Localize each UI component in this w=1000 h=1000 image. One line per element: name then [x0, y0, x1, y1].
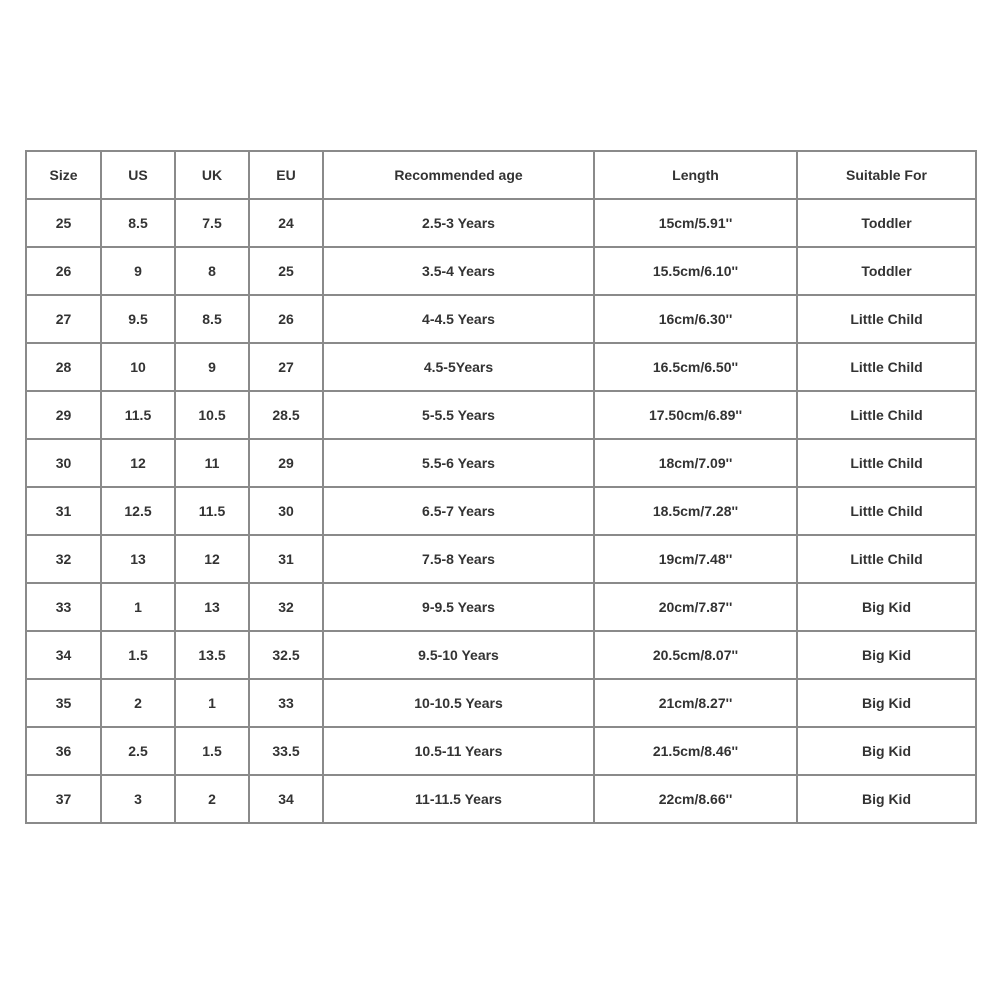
cell-us: 11.5 — [101, 391, 175, 439]
table-row — [26, 775, 976, 823]
cell-recommended-age: 9-9.5 Years — [323, 583, 594, 631]
cell-length: 17.50cm/6.89'' — [594, 391, 797, 439]
cell-us: 10 — [101, 343, 175, 391]
cell-suitable-for: Big Kid — [797, 679, 976, 727]
table-row — [26, 439, 976, 487]
cell-length: 21.5cm/8.46'' — [594, 727, 797, 775]
cell-eu: 33 — [249, 679, 323, 727]
table-row — [26, 295, 976, 343]
header-suitable-for: Suitable For — [797, 151, 976, 199]
cell-eu: 28.5 — [249, 391, 323, 439]
cell-us: 2.5 — [101, 727, 175, 775]
cell-length: 20cm/7.87'' — [594, 583, 797, 631]
cell-eu: 29 — [249, 439, 323, 487]
cell-uk: 7.5 — [175, 199, 249, 247]
table-body — [26, 199, 976, 823]
table-row — [26, 679, 976, 727]
cell-us: 8.5 — [101, 199, 175, 247]
cell-size: 28 — [26, 343, 101, 391]
header-us: US — [101, 151, 175, 199]
table-row — [26, 199, 976, 247]
cell-length: 15.5cm/6.10'' — [594, 247, 797, 295]
cell-recommended-age: 6.5-7 Years — [323, 487, 594, 535]
cell-suitable-for: Little Child — [797, 487, 976, 535]
header-size: Size — [26, 151, 101, 199]
cell-uk: 1.5 — [175, 727, 249, 775]
cell-size: 35 — [26, 679, 101, 727]
cell-size: 31 — [26, 487, 101, 535]
table-row — [26, 247, 976, 295]
cell-size: 32 — [26, 535, 101, 583]
cell-us: 12 — [101, 439, 175, 487]
cell-us: 3 — [101, 775, 175, 823]
cell-us: 9 — [101, 247, 175, 295]
cell-suitable-for: Big Kid — [797, 631, 976, 679]
cell-uk: 11.5 — [175, 487, 249, 535]
size-chart-table — [25, 150, 977, 824]
cell-length: 20.5cm/8.07'' — [594, 631, 797, 679]
cell-recommended-age: 10.5-11 Years — [323, 727, 594, 775]
cell-suitable-for: Big Kid — [797, 775, 976, 823]
cell-suitable-for: Big Kid — [797, 727, 976, 775]
cell-length: 16.5cm/6.50'' — [594, 343, 797, 391]
cell-eu: 32.5 — [249, 631, 323, 679]
cell-recommended-age: 7.5-8 Years — [323, 535, 594, 583]
table-row — [26, 727, 976, 775]
cell-uk: 10.5 — [175, 391, 249, 439]
cell-suitable-for: Little Child — [797, 391, 976, 439]
cell-length: 19cm/7.48'' — [594, 535, 797, 583]
cell-uk: 13 — [175, 583, 249, 631]
cell-uk: 12 — [175, 535, 249, 583]
table-row — [26, 343, 976, 391]
cell-us: 13 — [101, 535, 175, 583]
cell-length: 18.5cm/7.28'' — [594, 487, 797, 535]
table-row — [26, 583, 976, 631]
cell-size: 34 — [26, 631, 101, 679]
cell-suitable-for: Little Child — [797, 535, 976, 583]
cell-recommended-age: 3.5-4 Years — [323, 247, 594, 295]
cell-size: 36 — [26, 727, 101, 775]
cell-size: 29 — [26, 391, 101, 439]
cell-eu: 32 — [249, 583, 323, 631]
cell-suitable-for: Little Child — [797, 295, 976, 343]
cell-size: 26 — [26, 247, 101, 295]
cell-suitable-for: Toddler — [797, 247, 976, 295]
header-row — [26, 151, 976, 199]
cell-eu: 30 — [249, 487, 323, 535]
cell-suitable-for: Toddler — [797, 199, 976, 247]
cell-size: 37 — [26, 775, 101, 823]
header-length: Length — [594, 151, 797, 199]
cell-recommended-age: 4.5-5Years — [323, 343, 594, 391]
cell-size: 33 — [26, 583, 101, 631]
cell-us: 9.5 — [101, 295, 175, 343]
cell-us: 12.5 — [101, 487, 175, 535]
cell-us: 1 — [101, 583, 175, 631]
cell-eu: 26 — [249, 295, 323, 343]
cell-recommended-age: 10-10.5 Years — [323, 679, 594, 727]
cell-size: 27 — [26, 295, 101, 343]
table-row — [26, 631, 976, 679]
cell-uk: 13.5 — [175, 631, 249, 679]
cell-recommended-age: 2.5-3 Years — [323, 199, 594, 247]
table-row — [26, 391, 976, 439]
cell-eu: 25 — [249, 247, 323, 295]
cell-suitable-for: Big Kid — [797, 583, 976, 631]
cell-length: 22cm/8.66'' — [594, 775, 797, 823]
cell-uk: 8 — [175, 247, 249, 295]
header-eu: EU — [249, 151, 323, 199]
cell-length: 18cm/7.09'' — [594, 439, 797, 487]
cell-size: 30 — [26, 439, 101, 487]
table-row — [26, 487, 976, 535]
cell-length: 21cm/8.27'' — [594, 679, 797, 727]
cell-eu: 24 — [249, 199, 323, 247]
cell-recommended-age: 5.5-6 Years — [323, 439, 594, 487]
cell-uk: 9 — [175, 343, 249, 391]
cell-recommended-age: 5-5.5 Years — [323, 391, 594, 439]
cell-recommended-age: 11-11.5 Years — [323, 775, 594, 823]
cell-suitable-for: Little Child — [797, 343, 976, 391]
cell-eu: 27 — [249, 343, 323, 391]
header-uk: UK — [175, 151, 249, 199]
cell-uk: 1 — [175, 679, 249, 727]
cell-recommended-age: 9.5-10 Years — [323, 631, 594, 679]
cell-uk: 8.5 — [175, 295, 249, 343]
cell-us: 1.5 — [101, 631, 175, 679]
header-recommended-age: Recommended age — [323, 151, 594, 199]
cell-eu: 34 — [249, 775, 323, 823]
cell-size: 25 — [26, 199, 101, 247]
cell-suitable-for: Little Child — [797, 439, 976, 487]
cell-eu: 33.5 — [249, 727, 323, 775]
cell-length: 16cm/6.30'' — [594, 295, 797, 343]
cell-uk: 11 — [175, 439, 249, 487]
cell-length: 15cm/5.91'' — [594, 199, 797, 247]
cell-us: 2 — [101, 679, 175, 727]
table-row — [26, 535, 976, 583]
cell-eu: 31 — [249, 535, 323, 583]
cell-recommended-age: 4-4.5 Years — [323, 295, 594, 343]
cell-uk: 2 — [175, 775, 249, 823]
